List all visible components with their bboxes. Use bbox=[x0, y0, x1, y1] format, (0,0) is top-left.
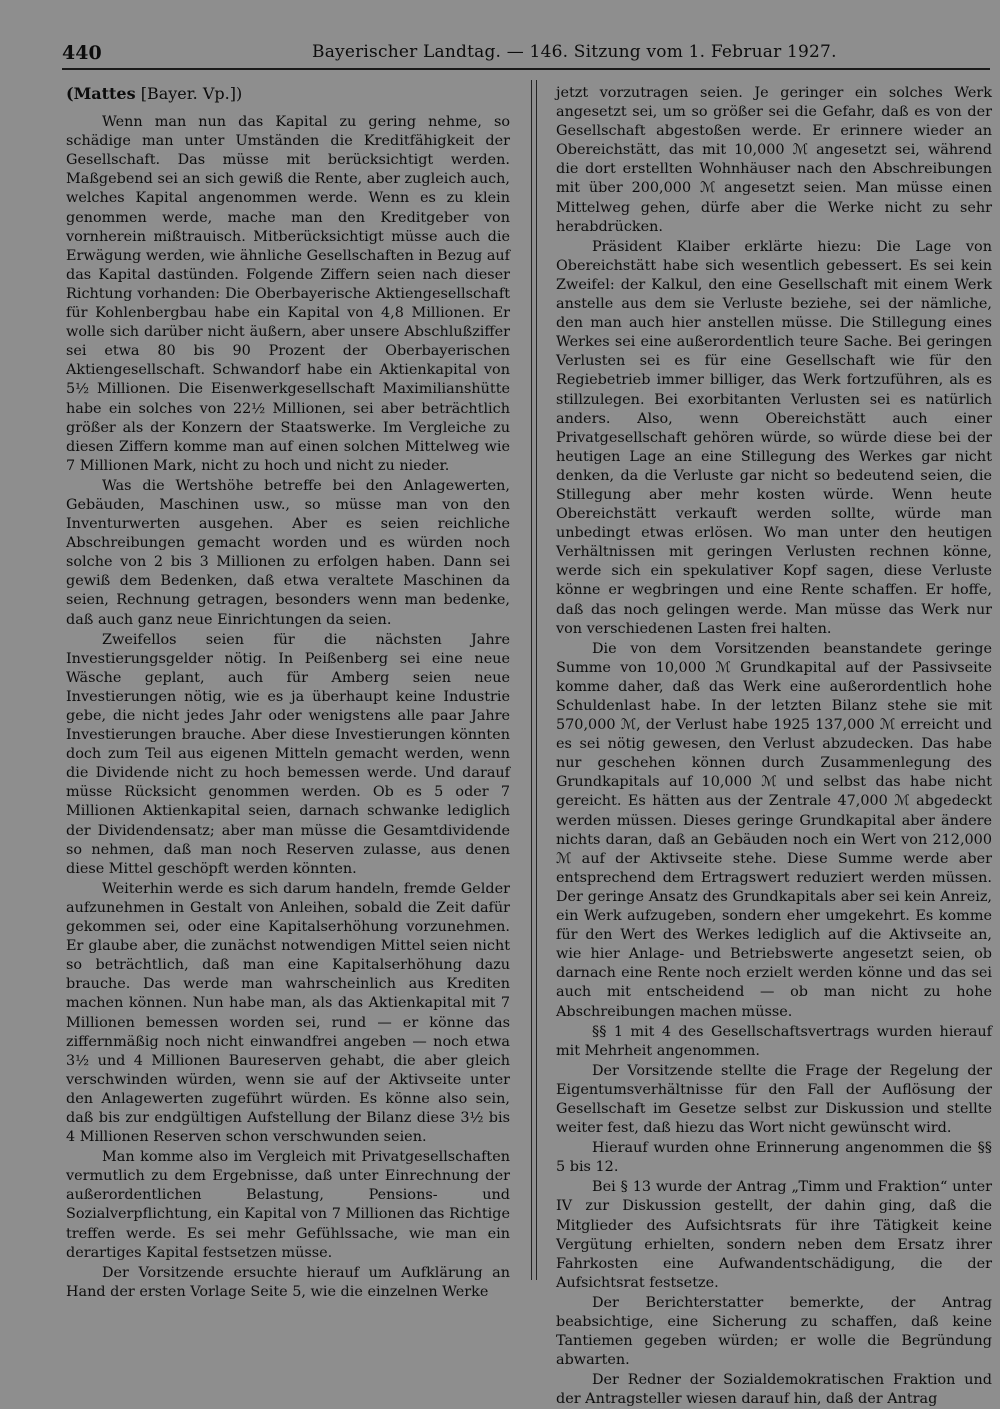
paragraph: Man komme also im Vergleich mit Privatgesellschaften vermutlich zu dem Ergebnisse, daß unter Einrechnung der außerordentlichen Belastung, Pensions- und Sozialverpflichtung, ein Kapital von 7 Millionen das Richtige treffen werde. Es sei mehr Gefühlssache, wie man ein derartiges Kapital festsetzen müsse. bbox=[66, 1149, 510, 1261]
right-column bbox=[556, 84, 992, 1408]
speaker-party: [Bayer. Vp.]) bbox=[135, 84, 243, 103]
paragraph: Der Vorsitzende ersuchte hierauf um Aufklärung an Hand der ersten Vorlage Seite 5, wie die einzelnen Werke bbox=[66, 1264, 510, 1300]
paragraph: Hierauf wurden ohne Erinnerung angenommen die §§ 5 bis 12. bbox=[556, 1140, 992, 1176]
running-title: Bayerischer Landtag. — 146. Sitzung vom 1. Februar 1927. bbox=[312, 42, 837, 62]
page-number: 440 bbox=[62, 42, 102, 64]
left-column bbox=[66, 84, 510, 1316]
paragraph: Der Redner der Sozialdemokratischen Fraktion und der Antragsteller wiesen darauf hin, daß der Antrag bbox=[556, 1372, 992, 1408]
paragraph: Was die Wertshöhe betreffe bei den Anlagewerten, Gebäuden, Maschinen usw., so müsse man von den Inventurwerten ausgehen. Aber es seien reichliche Abschreibungen gemacht worden und es würden noch solche von 2 bis 3 Millionen zu erfolgen haben. Dann sei gewiß dem Bedenken, daß etwa veraltete Maschinen da seien, Rechnung getragen, besonders wenn man bedenke, daß auch ganz neue Einrichtungen da seien. bbox=[66, 477, 510, 628]
paragraph: Zweifellos seien für die nächsten Jahre Investierungsgelder nötig. In Peißenberg sei eine neue Wäsche geplant, auch für Amberg seien neue Investierungen nötig, wie es ja überhaupt keine Industrie gebe, die nicht jedes Jahr oder wenigstens alle paar Jahre Investierungen brauche. Aber diese Investierungen könnten doch zum Teil aus eigenen Mitteln gemacht werden, wenn die Dividende nicht zu hoch bemessen werde. Und darauf müsse Rücksicht genommen werden. Ob es 5 oder 7 Millionen Aktienkapital seien, darnach schwanke lediglich der Dividendensatz; aber man müsse die Gesamtdividende so nehmen, daß man noch Reserven zulasse, aus denen diese Mittel geschöpft werden könnten. bbox=[66, 631, 510, 877]
paragraph: §§ 1 mit 4 des Gesellschaftsvertrags wurden hierauf mit Mehrheit angenommen. bbox=[556, 1023, 992, 1059]
page-header bbox=[62, 38, 990, 70]
paragraph: Der Berichterstatter bemerkte, der Antrag beabsichtige, eine Sicherung zu schaffen, daß keine Tantiemen gegeben würden; er wolle die Begründung abwarten. bbox=[556, 1294, 992, 1369]
speaker-heading bbox=[66, 84, 510, 103]
paragraph: jetzt vorzutragen seien. Je geringer ein solches Werk angesetzt sei, um so größer sei die Gefahr, daß es von der Gesellschaft abgestoßen werde. Er erinnere wieder an Obereichstätt, das mit 10,000 ℳ angesetzt sei, während die dort erstellten Wohnhäuser nach den Abschreibungen mit über 200,000 ℳ angesetzt seien. Man müsse einen Mittelweg gehen, dürfe aber die Werke nicht zu sehr herabdrücken. bbox=[556, 85, 992, 235]
paragraph: Wenn man nun das Kapital zu gering nehme, so schädige man unter Umständen die Kreditfähigkeit der Gesellschaft. Das müsse mit berücksichtigt werden. Maßgebend sei an sich gewiß die Rente, aber zugleich auch, welches Kapital angenommen werde. Wenn es zu klein genommen werde, mache man den Kreditgeber von vornherein mißtrauisch. Mitberücksichtigt müsse auch die Erwägung werden, wie ähnliche Gesellschaften in Bezug auf das Kapital dastünden. Folgende Ziffern seien nach dieser Richtung vorhanden: Die Oberbayerische Aktiengesellschaft für Kohlenbergbau habe ein Kapital von 4,8 Millionen. Er wolle sich darüber nicht äußern, aber unsere Abschlußziffer sei etwa 80 bis 90 Prozent der Oberbayerischen Aktiengesellschaft. Schwandorf habe ein Aktienkapital von 5½ Millionen. Die Eisenwerkgesellschaft Maximilianshütte habe ein solches von 22½ Millionen, sei aber beträchtlich größer als der Konzern der Staatswerke. Im Vergleiche zu diesen Ziffern komme man auf einen solchen Mittelweg wie 7 Millionen Mark, nicht zu hoch und nicht zu nieder. bbox=[66, 114, 510, 474]
speaker-name: (Mattes bbox=[66, 84, 136, 103]
paragraph: Präsident Klaiber erklärte hiezu: Die Lage von Obereichstätt habe sich wesentlich gebessert. Es sei kein Zweifel: der Kalkul, den eine Gesellschaft mit einem Werk anstelle aus dem sie Verluste beziehe, sei der nämliche, den man auch hier anstellen müsse. Die Stillegung eines Werkes sei eine außerordentlich teure Sache. Bei geringen Verlusten sei es für eine Gesellschaft wie für den Regiebetrieb immer billiger, das Werk fortzuführen, als es stillzulegen. Bei exorbitanten Verlusten sei es natürlich anders. Also, wenn Obereichstätt auch einer Privatgesellschaft gehören würde, so würde diese bei der heutigen Lage an eine Stillegung des Werkes gar nicht denken, da die Verluste gar nicht so bedeutend seien, die Stillegung aber mehr kosten würde. Wenn heute Obereichstätt verkauft werden sollte, würde man unbedingt etwas erlösen. Wo man unter den heutigen Verhältnissen mit geringen Verlusten rechnen könne, werde sich ein spekulativer Kopf sagen, diese Verluste könne er wegbringen und eine Rente schaffen. Er hoffe, daß das noch gelingen werde. Man müsse das Werk nur von verschiedenen Lasten frei halten. bbox=[556, 238, 992, 637]
paragraph: Der Vorsitzende stellte die Frage der Regelung der Eigentumsverhältnisse für den Fall der Auflösung der Gesellschaft im Gesetze selbst zur Diskussion und stellte weiter fest, daß hiezu das Wort nicht gewünscht wird. bbox=[556, 1062, 992, 1137]
paragraph: Die von dem Vorsitzenden beanstandete geringe Summe von 10,000 ℳ Grundkapital auf der Passivseite komme daher, daß das Werk eine außerordentlich hohe Schuldenlast habe. In der letzten Bilanz stehe sie mit 570,000 ℳ, der Verlust habe 1925 137,000 ℳ erreicht und es sei nötig gewesen, den Verlust abzudecken. Das habe nur geschehen können durch Zusammenlegung des Grundkapitals auf 10,000 ℳ und selbst das habe nicht gereicht. Es hätten aus der Zentrale 47,000 ℳ abgedeckt werden müssen. Dieses geringe Grundkapital aber ändere nichts daran, daß an Gebäuden noch ein Wert von 212,000 ℳ auf der Aktivseite stehe. Diese Summe werde aber entsprechend dem Ertragswert reduziert werden müssen. Der geringe Ansatz des Grundkapitals aber sei kein Anreiz, ein Werk aufzugeben, sondern eher umgekehrt. Es komme für den Wert des Werkes lediglich auf die Aktivseite an, wie hier Anlage- und Betriebswerte angesetzt seien, ob darnach eine Rente noch erzielt werden könne und das sei auch mit entscheidend — ob man nicht zu hohe Abschreibungen machen müsse. bbox=[556, 640, 992, 1020]
paragraph: Bei § 13 wurde der Antrag „Timm und Fraktion“ unter IV zur Diskussion gestellt, der dahin ging, daß die Mitglieder des Aufsichtsrats für ihre Tätigkeit keine Vergütung erhielten, sondern neben dem Ersatz ihrer Fahrkosten eine Aufwandentschädigung, die der Aufsichtsrat festsetze. bbox=[556, 1179, 992, 1291]
paragraph: Weiterhin werde es sich darum handeln, fremde Gelder aufzunehmen in Gestalt von Anleihen, sobald die Zeit dafür gekommen sei, oder eine Kapitalserhöhung vorzunehmen. Er glaube aber, die zunächst notwendigen Mittel seien nicht so beträchtlich, daß man eine Kapitalserhöhung dazu brauche. Das werde man wahrscheinlich aus Krediten machen können. Nun habe man, als das Aktienkapital mit 7 Millionen bemessen worden sei, rund — er könne das ziffernmäßig noch nicht einwandfrei angeben — noch etwa 3½ und 4 Millionen Baureserven gehabt, die aber gleich verschwinden würden, wenn sie auf der Aktivseite unter den Anlagewerten zugeführt würden. Es könne also sein, daß bis zur endgültigen Aufstellung der Bilanz diese 3½ bis 4 Millionen Reserven schon verschwunden seien. bbox=[66, 880, 510, 1146]
column-divider bbox=[531, 80, 537, 1280]
